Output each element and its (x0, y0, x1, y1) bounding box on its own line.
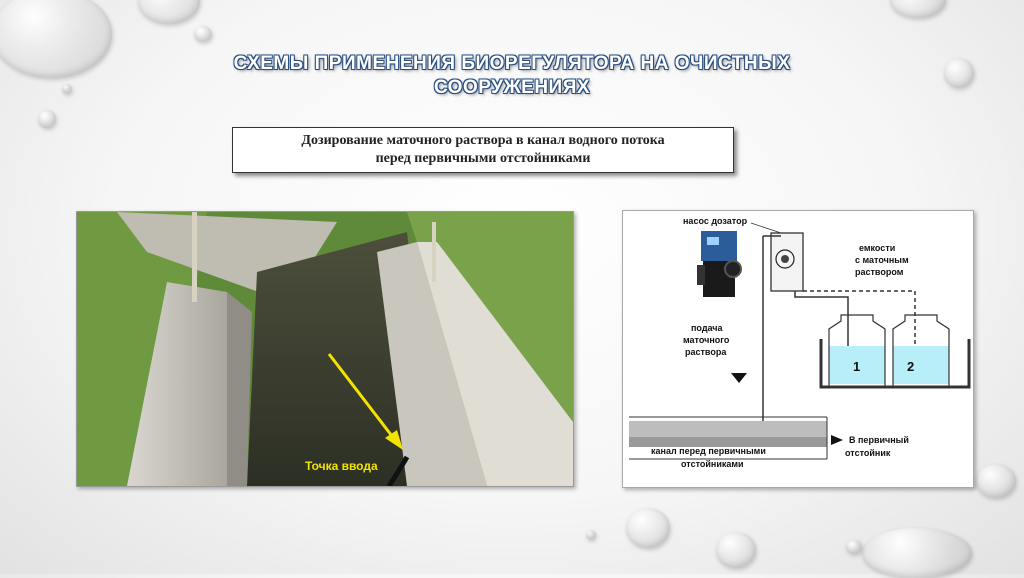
tanks-label-line-3: раствором (855, 267, 904, 277)
channel-photo (76, 211, 574, 487)
feed-arrow-icon (731, 373, 747, 383)
water-drop-decoration (586, 530, 596, 540)
water-drop-decoration (890, 0, 946, 18)
feed-label-line-2: маточного (683, 335, 730, 345)
caption-line-2: перед первичными отстойниками (375, 151, 591, 166)
tanks-label-line-1: емкости (859, 243, 896, 253)
channel-label-line-2: отстойниками (681, 459, 744, 469)
tank-1-number: 1 (853, 359, 861, 374)
water-drop-decoration (38, 110, 56, 128)
caption-line-1: Дозирование маточного раствора в канал водного потока (301, 133, 665, 148)
tank-2-number: 2 (907, 359, 915, 374)
water-drop-decoration (138, 0, 200, 24)
water-drop-decoration (976, 464, 1016, 498)
tank-2 (893, 315, 949, 386)
feed-label-line-3: раствора (685, 347, 727, 357)
water-drop-decoration (862, 528, 972, 578)
outflow-label-line-1: В первичный (849, 435, 909, 445)
dosing-diagram (622, 210, 974, 488)
injection-point-label: Точка ввода (305, 459, 378, 473)
dosing-pump-icon (697, 231, 741, 297)
channel-label-line-1: канал перед первичными (651, 446, 766, 456)
water-drop-decoration (194, 26, 212, 42)
water-drop-decoration (846, 540, 862, 554)
tanks-label-line-2: с маточным (855, 255, 909, 265)
page-title-line-1: СХЕМЫ ПРИМЕНЕНИЯ БИОРЕГУЛЯТОРА НА ОЧИСТНЫХ (233, 53, 791, 74)
outflow-arrow-icon (831, 435, 843, 445)
channel-photo-illustration (77, 212, 573, 486)
water-drop-decoration (944, 58, 974, 88)
dosing-diagram-svg (623, 211, 973, 487)
water-drop-decoration (0, 0, 112, 78)
water-drop-decoration (716, 532, 756, 568)
water-drop-decoration (62, 84, 72, 94)
tank-1 (829, 315, 885, 386)
pump-label: насос дозатор (683, 216, 748, 226)
page-title (150, 52, 874, 100)
pump-sketch-icon (771, 233, 803, 291)
feed-label-line-1: подача (691, 323, 723, 333)
water-drop-decoration (626, 508, 670, 548)
page-title-line-2: СООРУЖЕНИЯХ (433, 77, 591, 98)
outflow-label-line-2: отстойник (845, 448, 891, 458)
caption-box (232, 127, 734, 173)
